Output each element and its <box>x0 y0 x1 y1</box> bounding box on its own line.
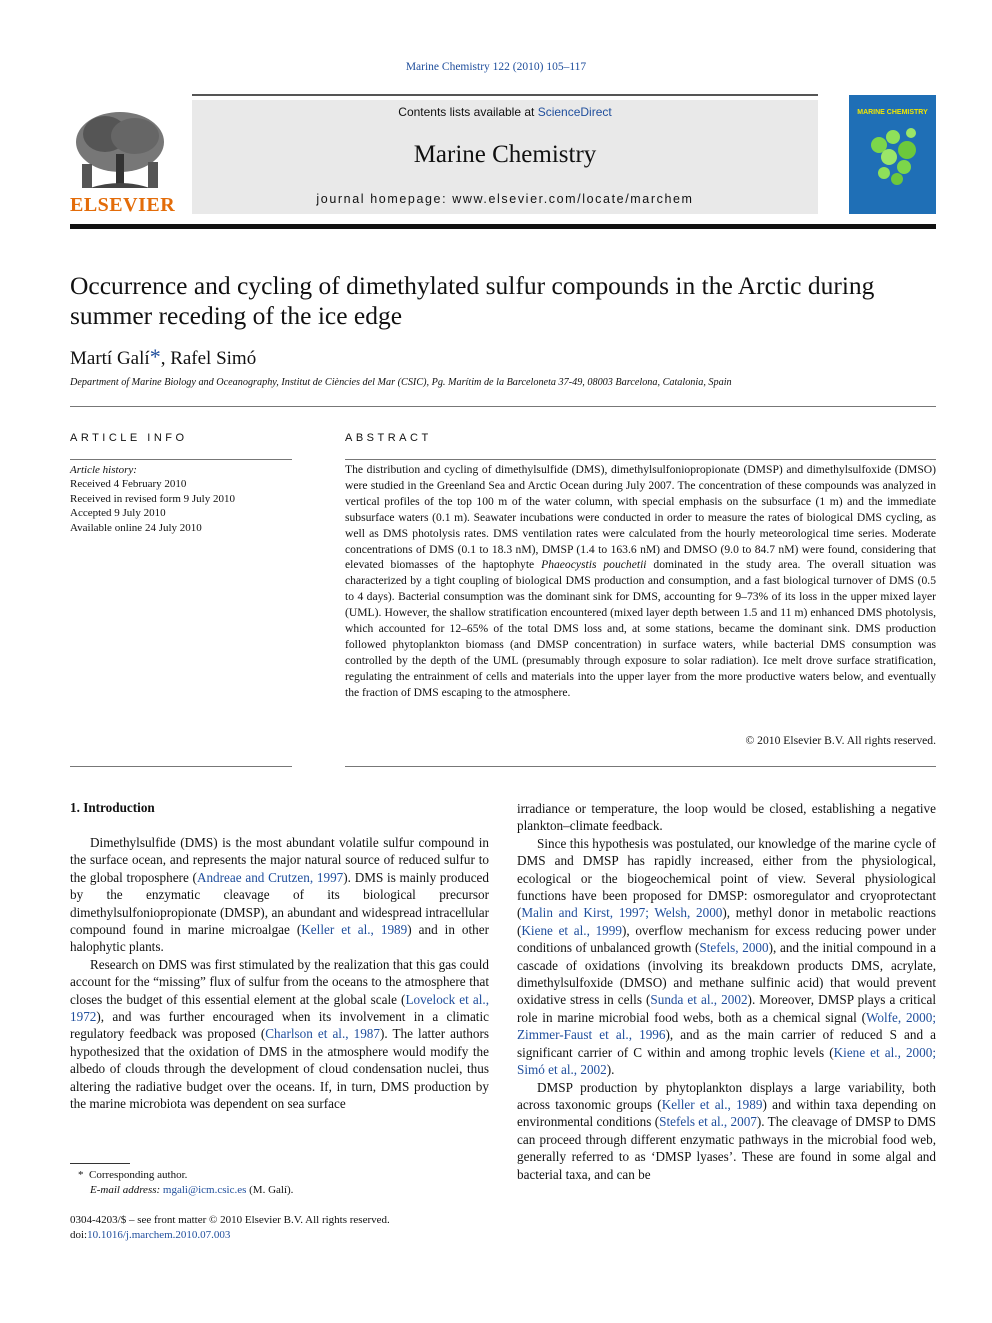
footnote <box>70 1168 489 1198</box>
email-link[interactable]: mgali@icm.csic.es <box>162 1184 247 1196</box>
email-suffix: (M. Galí). <box>246 1184 294 1196</box>
footnote-corresponding-text: Corresponding author. <box>89 1169 188 1181</box>
abstract-heading: ABSTRACT <box>345 432 432 444</box>
corresponding-author-star[interactable]: * <box>149 344 161 369</box>
issn-line: 0304-4203/$ – see front matter © 2010 Elsevier B.V. All rights reserved. <box>70 1214 390 1226</box>
history-label: Article history: <box>70 464 137 476</box>
text: ). The latter authors hypothesized that the oxidation of DMS in the atmosphere would modify the albedo of clouds through the development of cloud condensation nuclei, thus altering the radiative budget over the oceans. If, in turn, DMS production by the marine microbiota was dependent on sea surface <box>70 1026 489 1112</box>
affiliation: Department of Marine Biology and Oceanography, Institut de Ciències del Mar (CSIC), Pg. Marítim de la Barceloneta 37-49, 08003 Barcelona, Catalonia, Spain <box>70 377 732 388</box>
history-online: Available online 24 July 2010 <box>70 521 202 534</box>
article-title: Occurrence and cycling of dimethylated sulfur compounds in the Arctic during summer receding of the ice edge <box>70 271 875 330</box>
text: ) and in other halophytic plants. <box>70 922 490 955</box>
header-rule <box>70 224 936 229</box>
sciencedirect-link[interactable]: ScienceDirect <box>537 105 612 119</box>
history-revised: Received in revised form 9 July 2010 <box>70 492 235 505</box>
doi-link[interactable]: 10.1016/j.marchem.2010.07.003 <box>87 1229 231 1241</box>
citation-link[interactable]: Charlson et al., 1987 <box>265 1026 380 1042</box>
text: ) and within taxa depending on environmental conditions ( <box>517 1096 936 1130</box>
affiliation-rule <box>70 406 936 407</box>
abstract-rule <box>345 459 936 460</box>
author-separator: , <box>160 348 171 369</box>
abstract-text <box>345 462 936 701</box>
intro-paragraph-2 <box>70 956 489 1113</box>
journal-homepage[interactable]: journal homepage: www.elsevier.com/locate/marchem <box>316 192 694 206</box>
text: ), and was further encouraged when its involvement in a climatic regulatory feedback was proposed ( <box>70 1009 489 1042</box>
text: DMSP production by phytoplankton displays a large variability, both across taxonomic groups ( <box>517 1079 936 1112</box>
body-right-column <box>517 800 936 1183</box>
abstract-bottom-rule <box>345 766 936 767</box>
citation-link[interactable]: Andreae and Crutzen, 1997 <box>196 869 344 885</box>
text: ), methyl donor in metabolic reactions ( <box>517 905 936 938</box>
banner-top-rule <box>192 94 818 96</box>
doi-line <box>70 1228 489 1243</box>
footnote-email <box>70 1183 489 1198</box>
text: ). <box>606 1062 615 1078</box>
citation-link[interactable]: Keller et al., 1989 <box>661 1096 763 1112</box>
intro-paragraph-4 <box>517 1079 936 1183</box>
citation-link[interactable]: Stefels et al., 2007 <box>659 1114 757 1130</box>
citation-link[interactable]: Kiene et al., 2000; Simó et al., 2002 <box>517 1044 936 1078</box>
contents-line <box>192 105 818 119</box>
text: ), and as the main carrier of reduced S and a significant carrier of C within and among trophic levels ( <box>517 1027 936 1060</box>
text: ), and the initial compound in a cascade of oxidations (involving its breakdown products DMS, acrylate, dimethylsulfoxide (DMSO) and methane sulfinic acid) that would prevent oxidative stress in cells ( <box>517 940 936 1008</box>
text: Dimethylsulfide (DMS) is the most abundant volatile sulfur compound in the surface ocean, and represents the major natural source of reduced sulfur to the global troposphere ( <box>70 835 489 885</box>
citation-link[interactable]: Sunda et al., 2002 <box>650 992 748 1008</box>
text: ). DMS is mainly produced by the enzymatic cleavage of its biological precursor dimethylsulfoniopropionate (DMSP), an abundant and widespread intracellular compound found in marine microalgae ( <box>70 869 489 938</box>
author-list <box>70 344 256 370</box>
text: ). Moreover, DMSP plays a critical role in marine microbial food webs, both as a chemical signal ( <box>517 992 936 1025</box>
email-label: E-mail address: <box>90 1184 161 1196</box>
contents-prefix: Contents lists available at <box>398 105 538 119</box>
author-gali[interactable]: Martí Galí <box>70 348 150 369</box>
citation-link[interactable]: Keller et al., 1989 <box>301 922 408 938</box>
journal-citation[interactable]: Marine Chemistry 122 (2010) 105–117 <box>405 61 587 73</box>
info-bottom-rule <box>70 766 292 767</box>
abstract-part-a: The distribution and cycling of dimethylsulfide (DMS), dimethylsulfoniopropionate (DMSP) and dimethylsulfoxide (DMSO) were studied in the Greenland Sea and Arctic Ocean during July 2007. The concentration of these compounds was analyzed in vertical profiles of the top 100 m of the water column, with special emphasis on the subsurface (1 m) and the immediate subsurface waters (0.1 m). Seawater incubations were conducted in order to measure the rates of biological DMS cycling, as well as DMS photolysis rates. DMS ventilation rates were calculated from the hourly meteorological time series. Moderate concentrations of DMS (0.1 to 18.3 nM), DMSP (1.4 to 163.6 nM) and DMSO (9.0 to 84.7 nM) were found, considering that elevated biomasses of the haptophyte <box>345 463 936 572</box>
citation-link[interactable]: Wolfe, 2000; Zimmer-Faust et al., 1996 <box>517 1009 937 1043</box>
history-received: Received 4 February 2010 <box>70 478 187 491</box>
journal-title: Marine Chemistry <box>413 141 597 168</box>
footnote-corresponding <box>70 1168 489 1183</box>
intro-paragraph-3 <box>517 835 936 1079</box>
cover-title: MARINE CHEMISTRY <box>857 109 928 116</box>
text: ), overflow mechanism for excess reducing power under conditions of unbalanced growth ( <box>517 922 936 956</box>
abstract-copyright: © 2010 Elsevier B.V. All rights reserved. <box>745 734 936 747</box>
journal-cover-thumbnail[interactable] <box>849 95 936 214</box>
intro-paragraph-1 <box>70 834 489 956</box>
citation-link[interactable]: Lovelock et al., 1972 <box>70 991 489 1025</box>
author-simo[interactable]: Rafel Simó <box>170 348 257 369</box>
text: Research on DMS was first stimulated by the realization that this gas could account for the “missing” flux of sulfur from the oceans to the atmosphere that closes the budget of this essential element at the global scale ( <box>70 956 489 1007</box>
doi-label: doi: <box>70 1229 88 1241</box>
text: Since this hypothesis was postulated, our knowledge of the marine cycle of DMS and DMSP has rapidly increased, either from the physiological, ecological or the biogeochemical point of view. Several physiological functions have been proposed for DMSP: osmoregulator and cryoprotectant ( <box>517 835 936 921</box>
body-left-column <box>70 834 489 1113</box>
text: ). The cleavage of DMSP to DMS can proceed through different enzymatic pathways in the microbial food web, generally referred to as ‘DMSP lyases’. These are found in some algal and bacterial taxa, and can be <box>517 1114 937 1182</box>
history-accepted: Accepted 9 July 2010 <box>70 507 166 520</box>
article-info-heading: ARTICLE INFO <box>70 432 188 444</box>
species-name: Phaeocystis pouchetii <box>541 558 647 572</box>
citation-link[interactable]: Malin and Kirst, 1997; Welsh, 2000 <box>521 905 723 921</box>
footnote-rule <box>70 1163 130 1164</box>
abstract-part-b: dominated in the study area. The overall situation was characterized by a tight coupling of biological DMS production and consumption, and a fast biological turnover of DMS (0.5 to 4 days). Bacterial consumption was the dominant sink for DMS, accounting for 9–73% of its loss in the upper mixed layer (UML). However, the shallow stratification encountered (mixed layer depth between 1.5 and 11 m) enhanced DMS photolysis, which accounted for 12–65% of the total DMS loss and, at some stations, became the dominant sink. DMS production followed phytoplankton biomass (and DMSP concentration) in surface waters, while bacterial DMS consumption was controlled by the depth of the UML (presumably through exposure to solar radiation). Ice melt drove surface stratification, regulating the entrainment of cells and materials into the upper layer from the more productive waters below, and eventually the fraction of DMS escaping to the atmosphere. <box>345 558 937 699</box>
intro-paragraph-2-cont: irradiance or temperature, the loop would be closed, establishing a negative plankton–climate feedback. <box>517 801 936 834</box>
article-history <box>70 463 292 535</box>
footnote-star: * <box>78 1169 84 1181</box>
citation-link[interactable]: Stefels, 2000 <box>699 940 769 956</box>
introduction-heading: 1. Introduction <box>70 800 155 815</box>
elsevier-wordmark: ELSEVIER <box>70 194 176 216</box>
citation-link[interactable]: Kiene et al., 1999 <box>521 922 622 938</box>
article-info-rule <box>70 459 292 460</box>
front-matter <box>70 1213 489 1243</box>
